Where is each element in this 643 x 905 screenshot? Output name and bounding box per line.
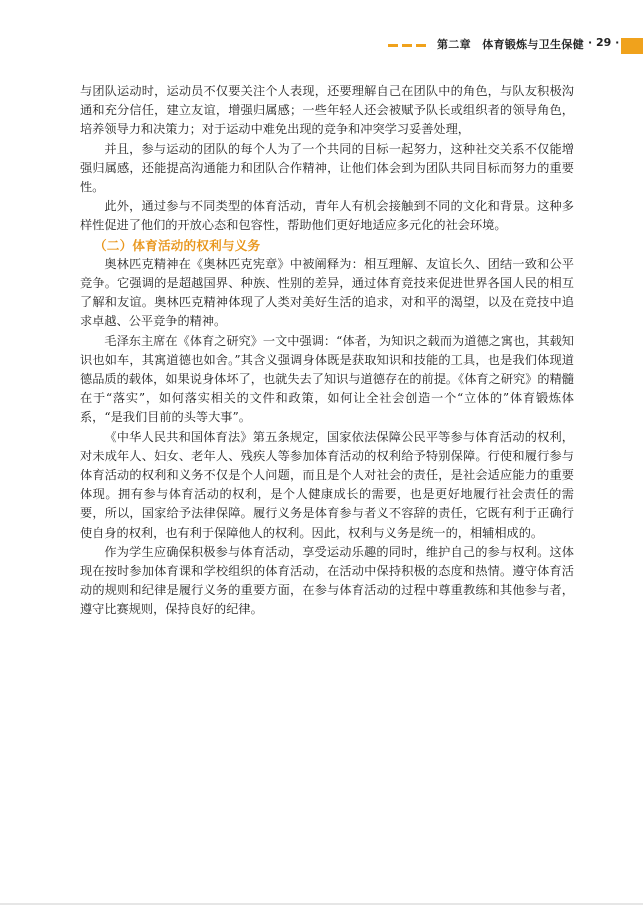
paragraph: 作为学生应确保积极参与体育活动，享受运动乐趣的同时，维护自己的参与权利。这体现在按时参加体育课和学校组织的体育活动，在活动中保持积极的态度和热情。遵守体育活动的规则和纪律是履行义务的重要方面，在参与体育活动的过程中尊重教练和其他参与者，遵守比赛规则，保持良好的纪律。 <box>80 544 574 617</box>
dash-mark <box>402 44 412 47</box>
page-body <box>80 82 574 620</box>
paragraph: 毛泽东主席在《体育之研究》一文中强调：“体者，为知识之载而为道德之寓也，其载知识也如车，其寓道德也如舍。”其含义强调身体既是获取知识和技能的工具，也是我们体现道德品质的载体，如果说身体坏了，也就失去了知识与道德存在的前提。《体育之研究》的精髓在于“落实”，如何落实相关的文件和政策，如何让全社会创造一个“立体的”体育锻炼体系，“是我们目前的头等大事”。 <box>80 333 574 425</box>
page-number: · 29 · <box>588 36 620 49</box>
paragraph: 并且，参与运动的团队的每个人为了一个共同的目标一起努力，这种社交关系不仅能增强归属感，还能提高沟通能力和团队合作精神，让他们体会到为团队共同目标而努力的重要性。 <box>80 141 574 195</box>
paragraph: 与团队运动时，运动员不仅要关注个人表现，还要理解自己在团队中的角色，与队友积极沟通和充分信任，建立友谊，增强归属感；一些年轻人还会被赋予队长或组织者的领导角色，培养领导力和决策力；对于运动中难免出现的竞争和冲突学习妥善处理， <box>80 84 574 137</box>
paragraph: 此外，通过参与不同类型的体育活动，青年人有机会接触到不同的文化和背景。这种多样性促进了他们的开放心态和包容性，帮助他们更好地适应多元化的社会环境。 <box>80 199 574 233</box>
chapter-title: 第二章 体育锻炼与卫生保健 <box>437 38 584 51</box>
paragraph: 《中华人民共和国体育法》第五条规定，国家依法保障公民平等参与体育活动的权利，对未成年人、妇女、老年人、残疾人等参加体育活动的权利给予特别保障。行使和履行参与体育活动的权利和义务不仅是个人问题，而且是个人对社会的责任，是社会适应能力的重要体现。拥有参与体育活动的权利，是个人健康成长的需要，也是更好地履行社会责任的需要，所以，国家给予法律保障。履行义务是体育参与者义不容辞的责任，它既有利于正确行使自身的权利，也有利于保障他人的权利。因此，权利与义务是统一的，相辅相成的。 <box>80 429 574 540</box>
header-decoration <box>388 44 430 47</box>
dash-mark <box>388 44 398 47</box>
page-tab-marker <box>621 38 643 54</box>
paragraph: 奥林匹克精神在《奥林匹克宪章》中被阐释为：相互理解、友谊长久、团结一致和公平竞争。它强调的是超越国界、种族、性别的差异，通过体育竞技来促进世界各国人民的相互了解和友谊。奥林匹克精神体现了人类对美好生活的追求，对和平的渴望，以及在竞技中追求卓越、公平竞争的精神。 <box>80 256 574 329</box>
running-header <box>0 36 643 54</box>
section-heading: （二）体育活动的权利与义务 <box>94 237 261 253</box>
dash-mark <box>416 44 426 47</box>
